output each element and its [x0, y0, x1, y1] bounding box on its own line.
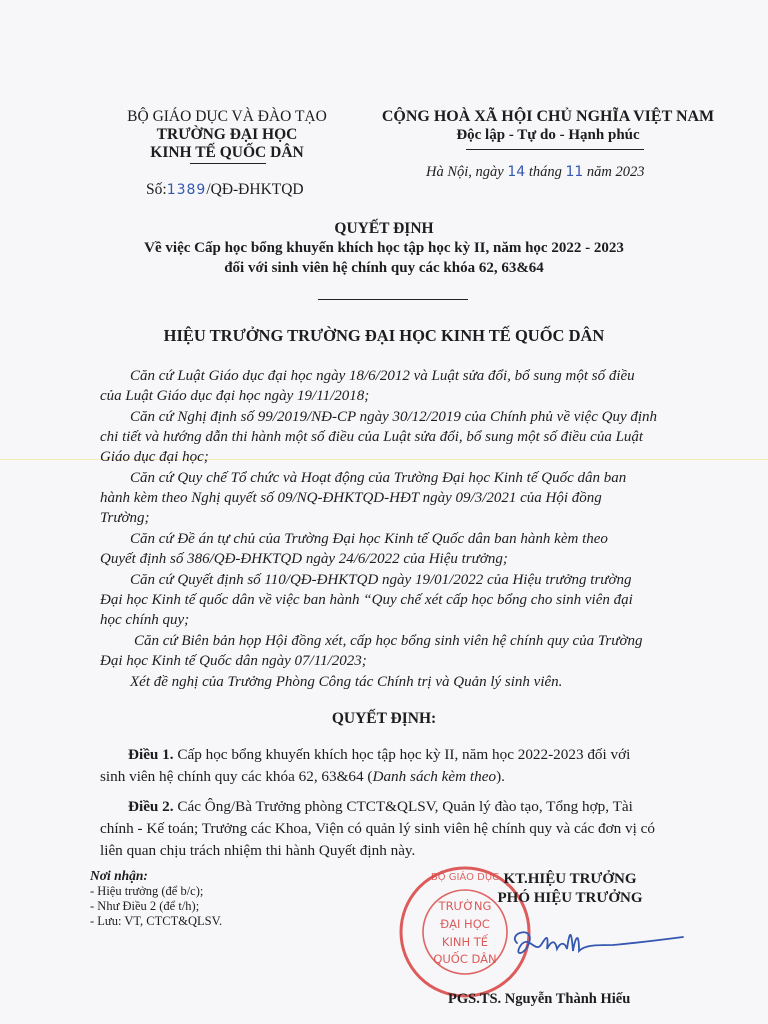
decision-title: QUYẾT ĐỊNH	[334, 220, 434, 237]
grounds-list	[100, 366, 668, 692]
left-header-rule	[190, 163, 266, 164]
stamp-line-3: KINH TẾ	[441, 935, 489, 949]
recipient-3: - Lưu: VT, CTCT&QLSV.	[90, 914, 223, 928]
ground-5	[100, 570, 668, 630]
right-header-rule	[466, 149, 644, 150]
ground-6-line-1: Căn cứ Biên bản họp Hội đồng xét, cấp học bổng sinh viên hệ chính quy của Trường	[134, 633, 643, 649]
ground-1	[100, 366, 668, 406]
decision-subtitle-2: đối với sinh viên hệ chính quy các khóa 62, 63&64	[224, 260, 544, 276]
stamp-line-2: ĐẠI HỌC	[440, 917, 490, 931]
article-2	[100, 796, 668, 862]
date-prefix: Hà Nội, ngày	[426, 164, 504, 180]
ground-1-line-2: của Luật Giáo dục đại học ngày 19/11/2018;	[100, 388, 370, 404]
recipients	[90, 867, 222, 929]
decides-heading: QUYẾT ĐỊNH:	[331, 710, 437, 727]
document-number	[146, 181, 304, 199]
ground-6	[100, 631, 668, 671]
ground-2-line-1: Căn cứ Nghị định số 99/2019/NĐ-CP ngày 30/12/2019 của Chính phủ về việc Quy định	[130, 409, 658, 425]
article-2-label: Điều 2.	[128, 798, 174, 815]
motto: Độc lập - Tự do - Hạnh phúc	[456, 127, 640, 143]
authority-title: HIỆU TRƯỞNG TRƯỜNG ĐẠI HỌC KINH TẾ QUỐC DÂN	[163, 326, 605, 345]
ground-3-line-3: Trường;	[100, 510, 150, 526]
ground-3	[100, 468, 668, 528]
country-name: CỘNG HOÀ XÃ HỘI CHỦ NGHĨA VIỆT NAM	[381, 108, 715, 125]
ground-5-line-1: Căn cứ Quyết định số 110/QĐ-ĐHKTQD ngày 19/01/2022 của Hiệu trưởng trường	[130, 572, 632, 588]
ground-3-line-2: hành kèm theo Nghị quyết số 09/NQ-ĐHKTQD-HĐT ngày 09/3/2021 của Hội đồng	[100, 490, 602, 506]
ground-2-line-2: chi tiết và hướng dẫn thi hành một số điều của Luật sửa đổi, bổ sung một số điều của Luật	[100, 429, 644, 445]
decision-subtitle-1: Về việc Cấp học bổng khuyến khích học tập học kỳ II, năm học 2022 - 2023	[144, 240, 624, 256]
ground-6-line-2: Đại học Kinh tế Quốc dân ngày 07/11/2023;	[100, 653, 367, 669]
ground-3-line-1: Căn cứ Quy chế Tổ chức và Hoạt động của Trường Đại học Kinh tế Quốc dân ban	[130, 470, 627, 486]
ground-7	[100, 672, 668, 692]
ground-1-line-1: Căn cứ Luật Giáo dục đại học ngày 18/6/2012 và Luật sửa đổi, bổ sung một số điều	[130, 368, 635, 384]
number-value: 1389	[166, 182, 207, 198]
decision-block	[0, 219, 768, 278]
school-name-line1: TRƯỜNG ĐẠI HỌC	[156, 126, 298, 143]
header-left	[112, 108, 342, 162]
signature-title	[470, 870, 670, 908]
ground-4-line-2: Quyết định số 386/QĐ-ĐHKTQD ngày 24/6/2022 của Hiệu trưởng;	[100, 551, 508, 567]
ground-4	[100, 529, 668, 569]
stamp-line-1: TRƯỜNG	[438, 899, 492, 913]
number-suffix: /QĐ-ĐHKTQD	[206, 181, 304, 198]
article-1-line-1: Cấp học bổng khuyến khích học tập học kỳ II, năm học 2022-2023 đối với	[177, 746, 631, 763]
stamp-ring-text: BỘ GIÁO DỤC	[430, 872, 500, 883]
ground-5-line-2: Đại học Kinh tế quốc dân về việc ban hành “Quy chế xét cấp học bổng cho sinh viên đại	[100, 592, 633, 608]
article-1-attachment: Danh sách kèm theo	[372, 768, 497, 785]
article-1-line-2: sinh viên hệ chính quy các khóa 62, 63&64 (	[100, 768, 373, 785]
date-month: 11	[565, 164, 584, 180]
ground-5-line-3: học chính quy;	[100, 612, 190, 628]
article-2-line-1: Các Ông/Bà Trưởng phòng CTCT&QLSV, Quản lý đào tạo, Tổng hợp, Tài	[177, 798, 633, 815]
date-day: 14	[507, 164, 526, 180]
title-rule	[318, 299, 468, 300]
recipient-2: - Như Điều 2 (để t/h);	[90, 899, 200, 913]
number-prefix: Số:	[146, 181, 167, 198]
article-2-line-3: liên quan chịu trách nhiệm thi hành Quyết định này.	[100, 842, 416, 859]
ministry-name: BỘ GIÁO DỤC VÀ ĐÀO TẠO	[127, 108, 327, 125]
month-label: tháng	[528, 164, 562, 180]
article-1	[100, 744, 668, 788]
article-1-line-2-end: ).	[496, 768, 505, 785]
ground-4-line-1: Căn cứ Đề án tự chủ của Trường Đại học Kinh tế Quốc dân ban hành kèm theo	[130, 531, 608, 547]
article-1-label: Điều 1.	[128, 746, 174, 763]
stamp-line-4: QUỐC DÂN	[433, 952, 497, 966]
article-2-line-2: chính - Kế toán; Trưởng các Khoa, Viện có quản lý sinh viên hệ chính quy và các đơn vị có	[100, 820, 655, 837]
ground-2	[100, 407, 668, 467]
ground-7-line-1: Xét đề nghị của Trưởng Phòng Công tác Chính trị và Quản lý sinh viên.	[130, 674, 563, 690]
signature-line-1: KT.HIỆU TRƯỞNG	[503, 871, 637, 887]
handwritten-signature	[495, 915, 685, 970]
school-name-line2: KINH TẾ QUỐC DÂN	[150, 144, 304, 161]
recipient-1: - Hiệu trưởng (để b/c);	[90, 884, 204, 898]
issue-date	[426, 164, 645, 181]
year-label: năm 2023	[586, 164, 645, 180]
recipients-title: Nơi nhận:	[90, 868, 148, 883]
signer-name: PGS.TS. Nguyễn Thành Hiếu	[448, 991, 631, 1007]
header-right	[370, 107, 726, 145]
signature-line-2: PHÓ HIỆU TRƯỞNG	[497, 890, 643, 906]
ground-2-line-3: Giáo dục đại học;	[100, 449, 209, 465]
